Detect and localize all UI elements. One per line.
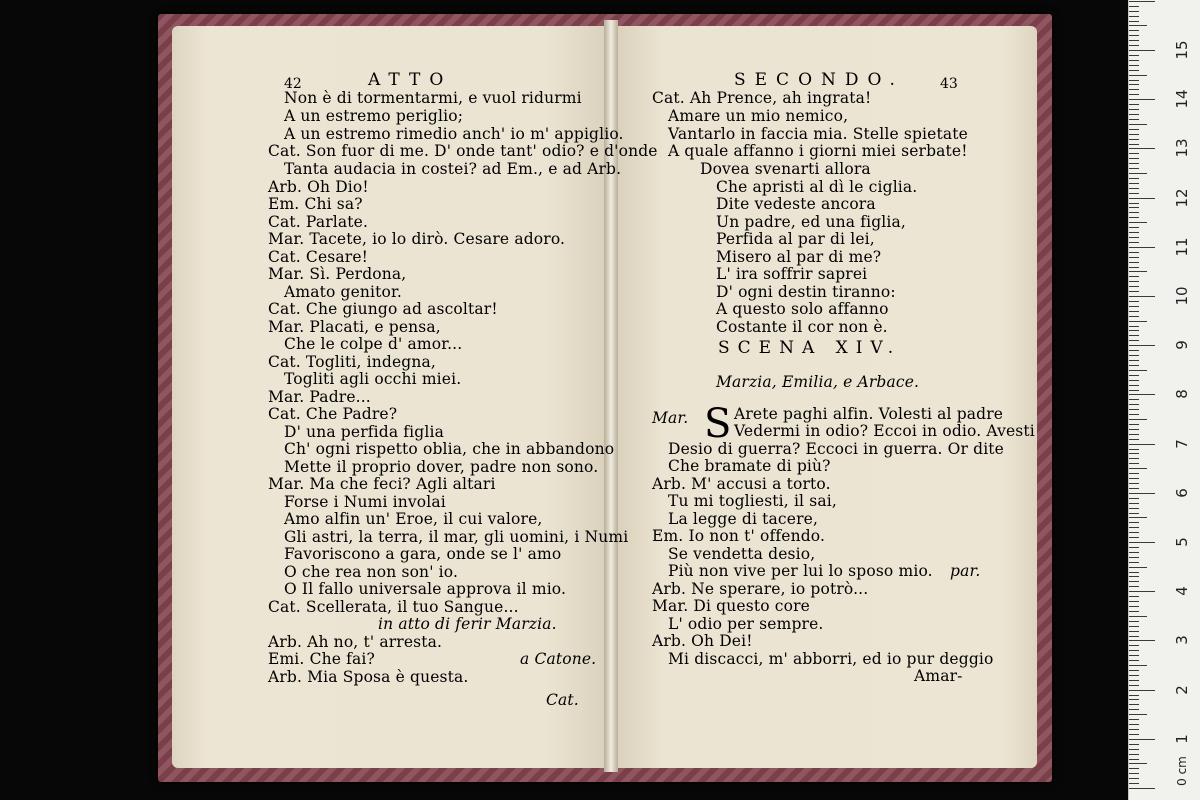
ruler-tick [1129, 429, 1139, 430]
ruler-tick [1129, 586, 1139, 587]
ruler-tick [1129, 296, 1155, 297]
ruler-tick [1129, 16, 1139, 17]
ruler-tick [1129, 30, 1139, 31]
ruler-tick [1129, 340, 1139, 341]
left-line: Cat. Cesare! [268, 248, 369, 266]
ruler-tick [1129, 522, 1139, 523]
ruler-tick [1129, 232, 1139, 233]
ruler-tick [1129, 70, 1139, 71]
ruler-tick [1129, 768, 1139, 769]
left-line: Che le colpe d' amor... [284, 335, 463, 353]
ruler-number: 15 [1173, 40, 1191, 60]
ruler-tick [1129, 94, 1139, 95]
ruler-unit-label: 0 cm [1175, 756, 1189, 786]
ruler-tick [1129, 572, 1139, 573]
ruler-tick [1129, 375, 1139, 376]
left-line: Cat. Son fuor di me. D' onde tant' odio? e d'onde [268, 142, 658, 160]
left-line: Cat. Che Padre? [268, 405, 398, 423]
ruler-number: 3 [1173, 635, 1191, 646]
ruler-tick [1129, 724, 1139, 725]
ruler-tick [1129, 21, 1139, 22]
ruler-number: 5 [1173, 537, 1191, 547]
ruler-tick [1129, 350, 1139, 351]
ruler-number: 13 [1173, 138, 1191, 158]
scene-title: SCENA XIV. [718, 338, 902, 358]
left-line: Cat. Scellerata, il tuo Sangue... [268, 598, 519, 616]
ruler-tick [1129, 709, 1139, 710]
ruler-tick [1129, 109, 1139, 110]
ruler-tick [1129, 626, 1139, 627]
ruler-tick [1129, 591, 1155, 592]
ruler-tick [1129, 596, 1139, 597]
ruler-tick [1129, 129, 1139, 130]
ruler-tick [1129, 242, 1139, 243]
ruler-tick [1129, 453, 1139, 454]
right-page-number: 43 [940, 76, 958, 92]
ruler-tick [1129, 84, 1139, 85]
ruler-tick [1129, 788, 1155, 789]
ruler-tick [1129, 40, 1139, 41]
ruler-tick [1129, 11, 1139, 12]
ruler-tick [1129, 237, 1139, 238]
ruler-tick [1129, 611, 1139, 612]
ruler-tick [1129, 330, 1139, 331]
ruler-tick [1129, 699, 1139, 700]
left-line: Cat. Togliti, indegna, [268, 353, 436, 371]
ruler-tick [1129, 380, 1139, 381]
ruler-tick [1129, 326, 1139, 327]
right-line: L' odio per sempre. [668, 615, 824, 633]
ruler-number: 1 [1173, 734, 1191, 744]
left-line: Ch' ogni rispetto oblia, che in abbandono [284, 440, 615, 458]
left-line: Cat. Che giungo ad ascoltar! [268, 300, 498, 318]
ruler-number: 6 [1173, 488, 1191, 498]
ruler-tick [1129, 616, 1147, 617]
ruler-tick [1129, 645, 1139, 646]
ruler-tick [1129, 257, 1139, 258]
right-line: La legge di tacere, [668, 510, 819, 528]
left-line: Forse i Numi involai [284, 493, 446, 511]
ruler-tick [1129, 311, 1139, 312]
ruler-tick [1129, 680, 1139, 681]
ruler-tick [1129, 547, 1139, 548]
ruler-tick [1129, 685, 1139, 686]
right-line: L' ira soffrir saprei [716, 265, 868, 283]
ruler-tick [1129, 267, 1139, 268]
ruler-tick [1129, 439, 1139, 440]
ruler-tick [1129, 222, 1147, 223]
ruler-tick [1129, 134, 1139, 135]
ruler-tick [1129, 104, 1139, 105]
ruler-tick [1129, 6, 1139, 7]
left-line: Favoriscono a gara, onde se l' amo [284, 545, 562, 563]
ruler-tick [1129, 513, 1139, 514]
left-line: Tanta audacia in costei? ad Em., e ad Arb. [284, 160, 622, 178]
ruler-tick [1129, 193, 1139, 194]
right-line: Desio di guerra? Eccoci in guerra. Or dite [668, 440, 1005, 458]
ruler-tick [1129, 650, 1139, 651]
ruler-tick [1129, 508, 1139, 509]
left-line: Amato genitor. [284, 283, 402, 301]
left-line: Gli astri, la terra, il mar, gli uomini, i Numi [284, 528, 629, 546]
measuring-ruler [1128, 0, 1200, 800]
ruler-tick [1129, 114, 1139, 115]
ruler-tick [1129, 173, 1147, 174]
ruler-tick [1129, 370, 1147, 371]
ruler-tick [1129, 276, 1139, 277]
ruler-tick [1129, 385, 1139, 386]
ruler-tick [1129, 227, 1139, 228]
ruler-tick [1129, 670, 1139, 671]
ruler-tick [1129, 316, 1139, 317]
ruler-tick [1129, 783, 1139, 784]
ruler-tick [1129, 158, 1139, 159]
left-line: Mette il proprio dover, padre non sono. [284, 458, 599, 476]
ruler-tick [1129, 306, 1139, 307]
left-line: Togliti agli occhi miei. [284, 370, 462, 388]
left-line: A un estremo rimedio anch' io m' appiglio. [284, 125, 624, 143]
ruler-tick [1129, 631, 1139, 632]
left-line: Mar. Tacete, io lo dirò. Cesare adoro. [268, 230, 566, 248]
ruler-tick [1129, 271, 1147, 272]
ruler-tick [1129, 719, 1139, 720]
ruler-tick [1129, 503, 1139, 504]
ruler-tick [1129, 557, 1139, 558]
ruler-tick [1129, 80, 1139, 81]
right-line: Dite vedeste ancora [716, 195, 876, 213]
ruler-tick [1129, 473, 1139, 474]
ruler-tick [1129, 562, 1139, 563]
ruler-tick [1129, 744, 1139, 745]
ruler-tick [1129, 621, 1139, 622]
ruler-tick [1129, 660, 1139, 661]
ruler-tick [1129, 567, 1147, 568]
ruler-tick [1129, 493, 1155, 494]
left-line: O che rea non son' io. [284, 563, 459, 581]
ruler-tick [1129, 148, 1155, 149]
ruler-tick [1129, 345, 1155, 346]
scene-cast: Marzia, Emilia, e Arbace. [716, 373, 920, 391]
right-line: Arete paghi alfin. Volesti al padre [734, 405, 1004, 423]
ruler-tick [1129, 65, 1139, 66]
ruler-tick [1129, 463, 1139, 464]
ruler-tick [1129, 207, 1139, 208]
ruler-tick [1129, 576, 1139, 577]
left-running-head: ATTO [368, 70, 453, 90]
ruler-tick [1129, 124, 1147, 125]
right-line: Più non vive per lui lo sposo mio. [668, 562, 933, 580]
right-line: Dovea svenarti allora [700, 160, 871, 178]
right-line: A quale affanno i giorni miei serbate! [668, 142, 968, 160]
ruler-tick [1129, 321, 1147, 322]
left-line: Mar. Ma che feci? Agli altari [268, 475, 496, 493]
ruler-tick [1129, 419, 1147, 420]
left-line: O Il fallo universale approva il mio. [284, 580, 567, 598]
stage-direction: par. [950, 562, 981, 580]
ruler-tick [1129, 665, 1147, 666]
right-line: Mi discacci, m' abborri, ed io pur deggio [668, 650, 994, 668]
ruler-tick [1129, 365, 1139, 366]
right-line: Arb. Oh Dei! [652, 632, 753, 650]
right-line: Che bramate di più? [668, 457, 831, 475]
ruler-tick [1129, 203, 1139, 204]
right-line: Costante il cor non è. [716, 318, 888, 336]
ruler-tick [1129, 601, 1139, 602]
ruler-tick [1129, 144, 1139, 145]
ruler-tick [1129, 655, 1139, 656]
ruler-tick [1129, 409, 1139, 410]
ruler-tick [1129, 188, 1139, 189]
ruler-tick [1129, 168, 1139, 169]
ruler-tick [1129, 449, 1139, 450]
left-page-number: 42 [284, 76, 302, 92]
right-running-head: SECONDO. [734, 70, 904, 90]
ruler-tick [1129, 468, 1147, 469]
ruler-tick [1129, 729, 1139, 730]
ruler-tick [1129, 119, 1139, 120]
right-line: Tu mi togliesti, il sai, [668, 492, 837, 510]
left-line: Mar. Placati, e pensa, [268, 318, 441, 336]
stage-direction: a Catone. [520, 650, 597, 668]
right-line: A questo solo affanno [716, 300, 889, 318]
ruler-tick [1129, 714, 1147, 715]
catchword: Amar- [914, 667, 963, 685]
left-line: Arb. Oh Dio! [268, 178, 369, 196]
ruler-tick [1129, 739, 1155, 740]
ruler-tick [1129, 458, 1139, 459]
ruler-tick [1129, 749, 1139, 750]
ruler-number: 12 [1173, 188, 1191, 208]
ruler-tick [1129, 35, 1139, 36]
ruler-tick [1129, 606, 1139, 607]
right-line: Vantarlo in faccia mia. Stelle spietate [668, 125, 968, 143]
ruler-tick [1129, 763, 1147, 764]
right-line: Arb. Ne sperare, io potrò... [652, 580, 869, 598]
speaker-label: Mar. [652, 409, 689, 427]
ruler-number: 4 [1173, 586, 1191, 596]
ruler-tick [1129, 690, 1155, 691]
ruler-tick [1129, 542, 1155, 543]
right-line: Amare un mio nemico, [668, 107, 849, 125]
ruler-tick [1129, 198, 1155, 199]
ruler-number: 2 [1173, 684, 1191, 695]
ruler-number: 10 [1173, 286, 1191, 306]
ruler-tick [1129, 99, 1155, 100]
ruler-tick [1129, 60, 1139, 61]
ruler-tick [1129, 527, 1139, 528]
ruler-tick [1129, 695, 1139, 696]
ruler-tick [1129, 444, 1155, 445]
left-line: Mar. Sì. Perdona, [268, 265, 407, 283]
left-line: Arb. Ah no, t' arresta. [268, 633, 443, 651]
ruler-tick [1129, 212, 1139, 213]
left-line: Emi. Che fai? [268, 650, 375, 668]
right-line: D' ogni destin tiranno: [716, 283, 896, 301]
ruler-tick [1129, 636, 1139, 637]
ruler-tick [1129, 335, 1139, 336]
left-line: Amo alfin un' Eroe, il cui valore, [284, 510, 543, 528]
ruler-tick [1129, 281, 1139, 282]
ruler-number: 11 [1173, 237, 1191, 257]
ruler-tick [1129, 773, 1139, 774]
right-line: Misero al par di me? [716, 248, 882, 266]
ruler-tick [1129, 301, 1139, 302]
ruler-tick [1129, 399, 1139, 400]
ruler-tick [1129, 424, 1139, 425]
ruler-tick [1129, 252, 1139, 253]
right-line: Che apristi al dì le ciglia. [716, 178, 918, 196]
catchword: Cat. [546, 691, 579, 709]
ruler-tick [1129, 478, 1139, 479]
ruler-tick [1129, 759, 1139, 760]
ruler-tick [1129, 360, 1139, 361]
ruler-tick [1129, 532, 1139, 533]
ruler-tick [1129, 183, 1139, 184]
ruler-tick [1129, 89, 1139, 90]
ruler-tick [1129, 286, 1139, 287]
ruler-tick [1129, 25, 1147, 26]
ruler-tick [1129, 178, 1139, 179]
ruler-number: 9 [1173, 340, 1191, 350]
right-line: Vedermi in odio? Eccoi in odio. Avesti [734, 422, 1035, 440]
left-line: Em. Chi sa? [268, 195, 363, 213]
ruler-tick [1129, 45, 1139, 46]
right-line: Perfida al par di lei, [716, 230, 875, 248]
ruler-tick [1129, 640, 1155, 641]
ruler-tick [1129, 675, 1139, 676]
right-line: Se vendetta desio, [668, 545, 816, 563]
ruler-tick [1129, 55, 1139, 56]
ruler-tick [1129, 139, 1139, 140]
left-line: Non è di tormentarmi, e vuol ridurmi [284, 89, 582, 107]
right-line: Cat. Ah Prence, ah ingrata! [652, 89, 872, 107]
ruler-tick [1129, 734, 1139, 735]
ruler-tick [1129, 1, 1155, 2]
ruler-tick [1129, 704, 1139, 705]
ruler-tick [1129, 498, 1139, 499]
ruler-tick [1129, 404, 1139, 405]
ruler-tick [1129, 517, 1147, 518]
ruler-tick [1129, 394, 1155, 395]
ruler-tick [1129, 163, 1139, 164]
drop-cap: S [704, 401, 732, 447]
ruler-tick [1129, 552, 1139, 553]
ruler-tick [1129, 581, 1139, 582]
ruler-tick [1129, 75, 1147, 76]
left-line: Cat. Parlate. [268, 213, 369, 231]
ruler-tick [1129, 754, 1139, 755]
ruler-tick [1129, 355, 1139, 356]
ruler-tick [1129, 247, 1155, 248]
left-line: Arb. Mia Sposa è questa. [268, 668, 469, 686]
ruler-tick [1129, 434, 1139, 435]
ruler-number: 7 [1173, 438, 1191, 449]
ruler-tick [1129, 390, 1139, 391]
ruler-tick [1129, 537, 1139, 538]
ruler-tick [1129, 217, 1139, 218]
ruler-tick [1129, 414, 1139, 415]
stage-direction: in atto di ferir Marzia. [378, 615, 557, 633]
left-line: D' una perfida figlia [284, 423, 444, 441]
ruler-tick [1129, 153, 1139, 154]
ruler-number: 14 [1173, 89, 1191, 109]
ruler-tick [1129, 483, 1139, 484]
ruler-tick [1129, 262, 1139, 263]
right-line: Mar. Di questo core [652, 597, 810, 615]
ruler-tick [1129, 291, 1139, 292]
ruler-number: 8 [1173, 389, 1191, 400]
right-line: Em. Io non t' offendo. [652, 527, 826, 545]
left-line: A un estremo periglio; [284, 107, 464, 125]
ruler-tick [1129, 488, 1139, 489]
right-line: Arb. M' accusi a torto. [652, 475, 831, 493]
left-line: Mar. Padre... [268, 388, 371, 406]
right-line: Un padre, ed una figlia, [716, 213, 906, 231]
ruler-tick [1129, 50, 1155, 51]
ruler-tick [1129, 778, 1139, 779]
